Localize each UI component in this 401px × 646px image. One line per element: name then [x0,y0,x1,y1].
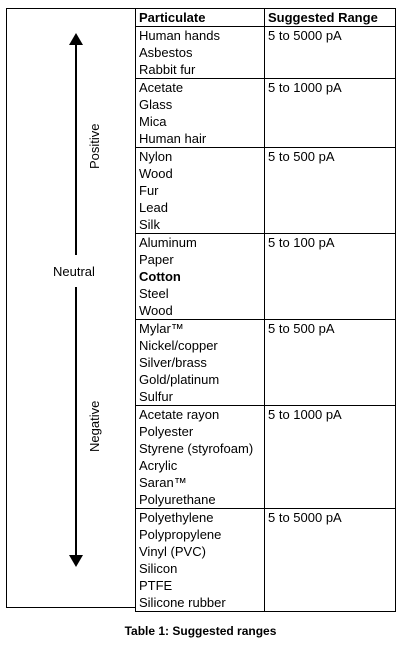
particulate-item: Wood [139,166,173,181]
particulate-item: Steel [139,286,169,301]
header-suggested-range: Suggested Range [265,9,396,27]
arrow-shaft-positive [75,42,77,255]
particulate-item: Lead [139,200,168,215]
particulate-item: Mica [139,114,167,129]
range-value: 5 to 5000 pA [268,510,342,525]
particulate-item: Nylon [139,149,173,164]
range-value: 5 to 1000 pA [268,407,342,422]
particulate-item: Human hair [139,131,207,146]
range-value: 5 to 1000 pA [268,80,342,95]
range-cell [265,509,396,612]
particulate-item: Fur [139,183,159,198]
particulate-item: Styrene (styrofoam) [139,441,254,456]
particulate-item: Acrylic [139,458,178,473]
particulate-item: Acetate rayon [139,407,220,422]
particulate-cell [136,148,265,234]
range-cell [265,79,396,148]
arrow-shaft-negative [75,287,77,558]
particulate-item: Polyester [139,424,194,439]
table-row [136,320,396,406]
particulate-item: Wood [139,303,173,318]
particulate-item: Saran™ [139,475,187,490]
table-row [136,234,396,320]
particulate-item: Polyurethane [139,492,216,507]
particulate-item: Silver/brass [139,355,207,370]
table-caption: Table 1: Suggested ranges [124,624,277,638]
particulate-item: Gold/platinum [139,372,220,387]
table-row [136,509,396,612]
range-cell [265,406,396,509]
particulate-item: Sulfur [139,389,173,404]
particulate-item: Silicon [139,561,178,576]
particulate-cell [136,509,265,612]
particulate-item: Nickel/copper [139,338,218,353]
particulate-item: Paper [139,252,174,267]
table-row [136,148,396,234]
range-cell [265,148,396,234]
particulate-item: Silicone rubber [139,595,226,610]
particulate-cell [136,320,265,406]
particulate-item: Asbestos [139,45,193,60]
particulate-item: Acetate [139,80,184,95]
particulate-item: Silk [139,217,160,232]
particulate-cell [136,79,265,148]
particulate-cell [136,27,265,79]
scale-box [6,8,135,608]
particulate-item: Rabbit fur [139,62,196,77]
particulate-cell [136,406,265,509]
table-row [136,79,396,148]
particulate-item: PTFE [139,578,173,593]
range-cell [265,320,396,406]
particulate-item: Polyethylene [139,510,214,525]
header-row [136,9,396,27]
range-value: 5 to 100 pA [268,235,335,250]
particulate-item: Human hands [139,28,220,43]
particulate-item: Mylar™ [139,321,184,336]
range-value: 5 to 5000 pA [268,28,342,43]
neutral-label: Neutral [53,264,95,279]
particulate-item: Cotton [139,269,181,284]
positive-label: Positive [87,123,102,169]
table-row [136,406,396,509]
particulate-cell [136,234,265,320]
particulate-item: Aluminum [139,235,197,250]
arrow-down-icon [69,555,83,567]
particulate-item: Glass [139,97,173,112]
particulate-item: Polypropylene [139,527,222,542]
range-value: 5 to 500 pA [268,149,335,164]
table-row [136,27,396,79]
range-cell [265,234,396,320]
negative-label: Negative [87,400,102,452]
header-particulate: Particulate [136,9,265,27]
particulate-item: Vinyl (PVC) [139,544,206,559]
ranges-table [135,8,396,612]
range-value: 5 to 500 pA [268,321,335,336]
range-cell [265,27,396,79]
